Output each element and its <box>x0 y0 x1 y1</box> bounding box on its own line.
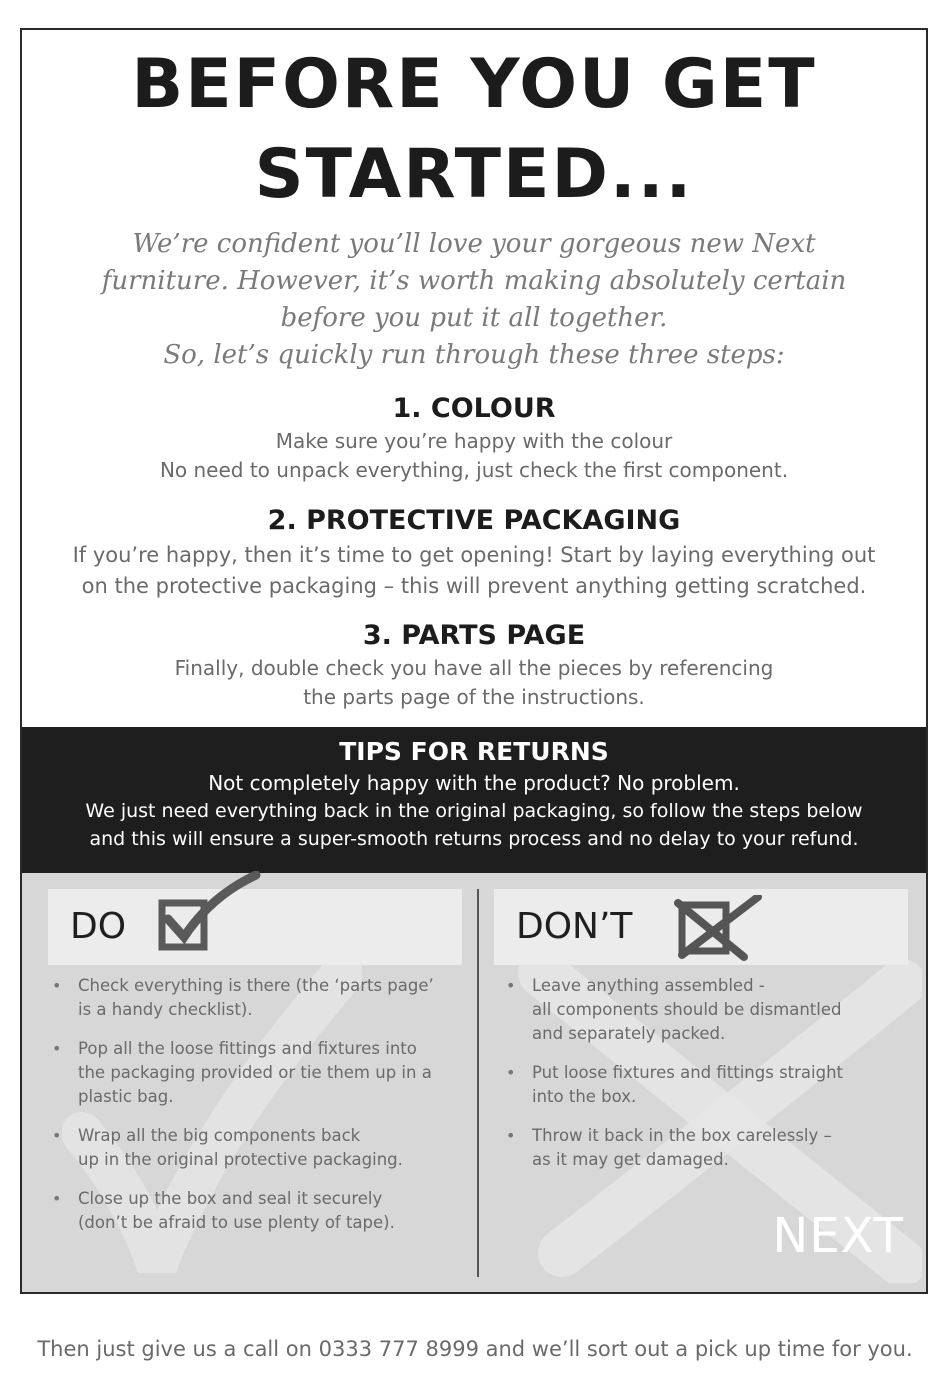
footer-text: Then just give us a call on 0333 777 8999 and we’ll sort out a pick up time for you. <box>37 1337 913 1361</box>
returns-line-1: Not completely happy with the product? No problem. <box>208 771 740 795</box>
returns-line-3: and this will ensure a super-smooth returns process and no delay to your refund. <box>89 828 859 850</box>
do-item-1: • Check everything is there (the ‘parts page’ is a handy checklist). <box>46 974 466 1022</box>
step-parts-line-2: the parts page of the instructions. <box>303 685 645 709</box>
returns-line-2: We just need everything back in the original packaging, so follow the steps below <box>85 800 863 822</box>
next-logo: NEXT <box>772 1208 904 1264</box>
step-packaging-heading: 2. PROTECTIVE PACKAGING <box>267 505 681 536</box>
do-header <box>48 889 462 965</box>
instruction-card <box>20 28 928 1294</box>
intro-text <box>22 226 926 374</box>
title-line-2: STARTED... <box>254 135 694 214</box>
returns-banner <box>22 727 926 873</box>
step-colour-body <box>22 427 926 485</box>
step-parts-line-1: Finally, double check you have all the pieces by referencing <box>174 656 774 680</box>
step-colour-line-1: Make sure you’re happy with the colour <box>275 429 673 453</box>
dont-item-2: • Put loose fixtures and fittings straight into the box. <box>500 1061 900 1109</box>
title-line-1: BEFORE YOU GET <box>131 45 817 124</box>
returns-heading: TIPS FOR RETURNS <box>339 737 609 766</box>
page-title <box>22 40 926 220</box>
do-dont-panel <box>22 873 926 1292</box>
do-item-4: • Close up the box and seal it securely (don’t be afraid to use plenty of tape). <box>46 1187 466 1235</box>
intro-line-3: before you put it all together. <box>280 303 668 333</box>
step-parts-heading: 3. PARTS PAGE <box>362 620 586 651</box>
do-item-3: • Wrap all the big components back up in the original protective packaging. <box>46 1124 466 1172</box>
step-packaging-line-1: If you’re happy, then it’s time to get opening! Start by laying everything out <box>72 543 876 567</box>
intro-line-2: furniture. However, it’s worth making absolutely certain <box>101 266 847 296</box>
column-divider <box>477 889 479 1277</box>
checkbox-tick-icon <box>156 871 266 961</box>
dont-list <box>500 974 900 1187</box>
step-parts-body <box>22 654 926 712</box>
step-colour-line-2: No need to unpack everything, just check the first component. <box>159 458 789 482</box>
dont-label: DON’T <box>516 906 633 947</box>
step-packaging-body <box>22 540 926 602</box>
dont-item-3: • Throw it back in the box carelessly – as it may get damaged. <box>500 1124 900 1172</box>
intro-line-4: So, let’s quickly run through these three steps: <box>163 340 785 370</box>
dont-header <box>494 889 908 965</box>
step-colour-heading: 1. COLOUR <box>392 393 556 424</box>
do-item-2: • Pop all the loose fittings and fixtures into the packaging provided or tie them up in a plastic bag. <box>46 1037 466 1109</box>
step-packaging-line-2: on the protective packaging – this will prevent anything getting scratched. <box>81 574 867 598</box>
dont-item-1: • Leave anything assembled - all components should be dismantled and separately packed. <box>500 974 900 1046</box>
do-label: DO <box>70 906 127 947</box>
checkbox-cross-icon <box>674 895 764 961</box>
intro-line-1: We’re confident you’ll love your gorgeous new Next <box>132 229 816 259</box>
do-list <box>46 974 466 1250</box>
